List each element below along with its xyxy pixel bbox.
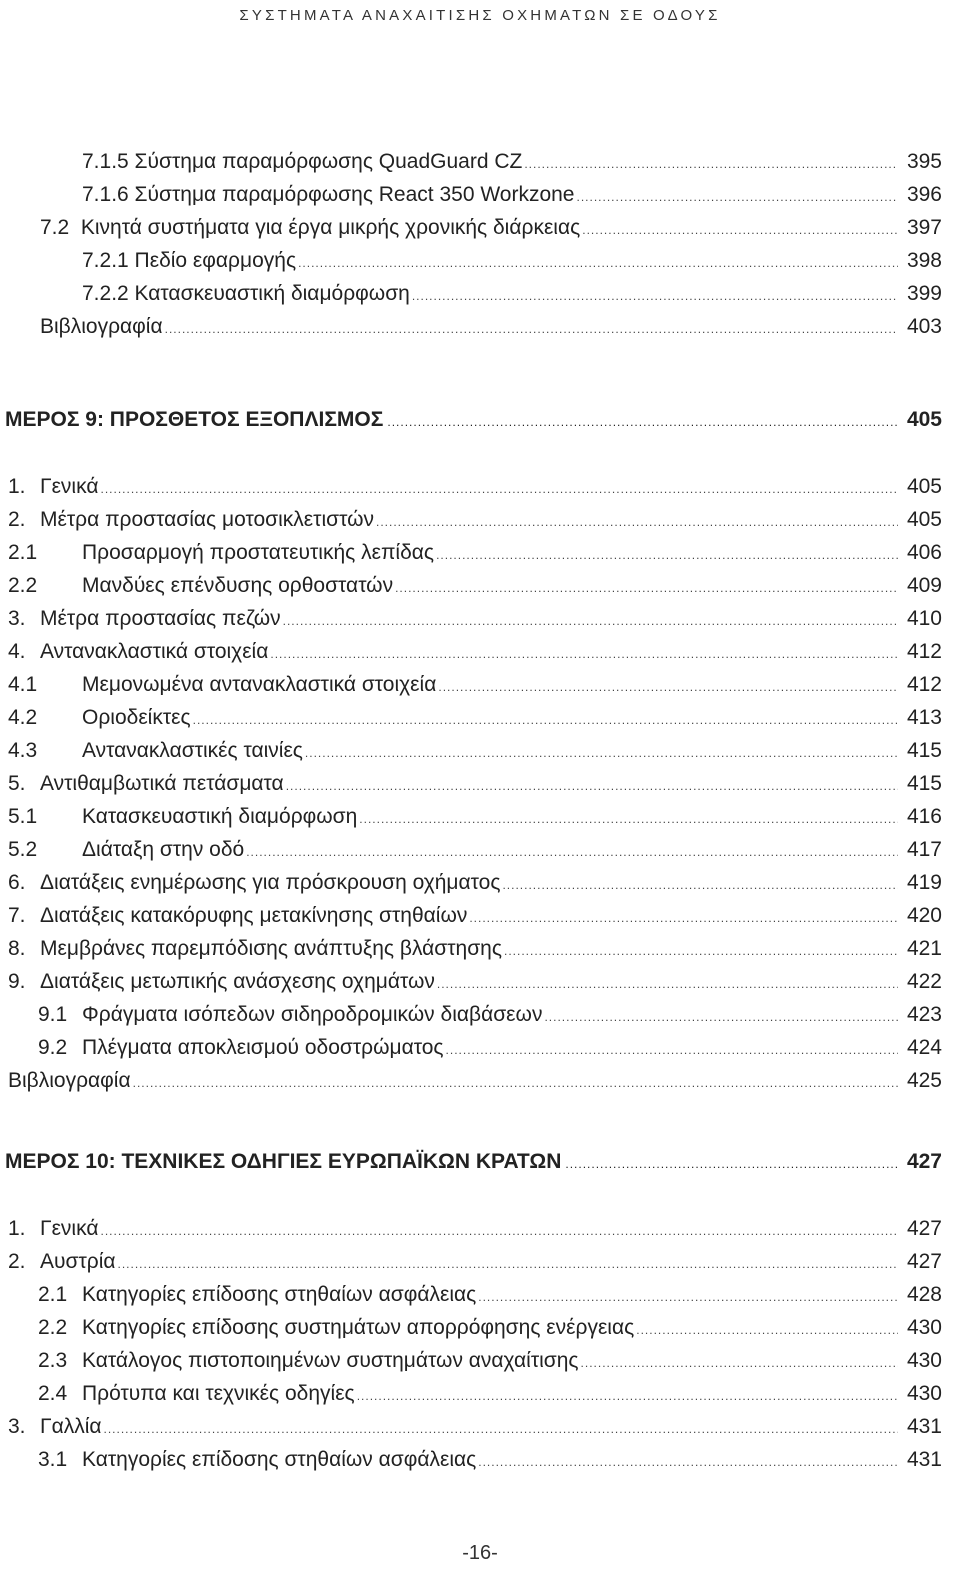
- toc-entry[interactable]: [0, 1245, 960, 1278]
- toc-entry-page: 417: [906, 838, 942, 861]
- toc-entry[interactable]: [0, 932, 960, 965]
- toc-entry-page: 431: [906, 1415, 942, 1438]
- toc-entry[interactable]: [0, 277, 960, 310]
- part-10-page: 427: [906, 1150, 942, 1173]
- toc-entry-page: 430: [906, 1382, 942, 1405]
- toc-entry-number: 2.3: [38, 1349, 68, 1372]
- toc-entry-number: 4.3: [8, 739, 38, 762]
- toc-entry-text: Αυστρία: [40, 1250, 116, 1273]
- toc-entry-page: 430: [906, 1349, 942, 1372]
- toc-entry-page: 415: [906, 739, 942, 762]
- toc-entry-number: 1.: [8, 1217, 26, 1240]
- part-9-title: ΜΕΡΟΣ 9: ΠΡΟΣΘΕΤΟΣ ΕΞΟΠΛΙΣΜΟΣ: [5, 408, 384, 431]
- toc-entry-page: 419: [906, 871, 942, 894]
- toc-entry-text: Πρότυπα και τεχνικές οδηγίες: [82, 1382, 355, 1405]
- toc-entry[interactable]: [0, 211, 960, 244]
- toc-entry[interactable]: [0, 1443, 960, 1476]
- toc-entry[interactable]: [0, 1212, 960, 1245]
- toc-entry[interactable]: [0, 899, 960, 932]
- page-number: -16-: [462, 1542, 498, 1564]
- toc-entry-number: 3.1: [38, 1448, 68, 1471]
- toc-entry[interactable]: [0, 602, 960, 635]
- toc-entry-text: Αντανακλαστικά στοιχεία: [40, 640, 269, 663]
- toc-entry-text: Μέτρα προστασίας πεζών: [40, 607, 281, 630]
- toc-entry-number: 6.: [8, 871, 26, 894]
- toc-entry[interactable]: [0, 1344, 960, 1377]
- toc-entry-page: 422: [906, 970, 942, 993]
- toc-entry[interactable]: [0, 310, 960, 343]
- toc-entry-text: 7.2.1 Πεδίο εφαρμογής: [82, 249, 297, 272]
- toc-entry-number: 9.: [8, 970, 26, 993]
- toc-entry-page: 421: [906, 937, 942, 960]
- toc-entry-number: 9.2: [38, 1036, 68, 1059]
- toc-entry[interactable]: [0, 800, 960, 833]
- part-10-title: ΜΕΡΟΣ 10: ΤΕΧΝΙΚΕΣ ΟΔΗΓΙΕΣ ΕΥΡΩΠΑΪΚΩΝ ΚΡΑΤΩΝ: [5, 1150, 562, 1173]
- toc-entry-number: 2.1: [8, 541, 38, 564]
- toc-entry[interactable]: [0, 701, 960, 734]
- toc-entry-text: Κατασκευαστική διαμόρφωση: [82, 805, 358, 828]
- toc-entry-page: 428: [906, 1283, 942, 1306]
- toc-entry-number: 5.: [8, 772, 26, 795]
- toc-entry-page: 423: [906, 1003, 942, 1026]
- toc-entry-text: 7.1.5 Σύστημα παραμόρφωσης QuadGuard CZ: [82, 150, 523, 173]
- toc-entry-number: 4.2: [8, 706, 38, 729]
- toc-entry-text: Μανδύες επένδυσης ορθοστατών: [82, 574, 394, 597]
- toc-entry[interactable]: [0, 1311, 960, 1344]
- toc-entry-page: 410: [906, 607, 942, 630]
- toc-entry-text: Πλέγματα αποκλεισμού οδοστρώματος: [82, 1036, 444, 1059]
- toc-entry-page: 395: [906, 150, 942, 173]
- toc-entry-text: Φράγματα ισόπεδων σιδηροδρομικών διαβάσεων: [82, 1003, 543, 1026]
- toc-entry-page: 409: [906, 574, 942, 597]
- toc-entry-text: Μεμβράνες παρεμπόδισης ανάπτυξης βλάστησης: [40, 937, 502, 960]
- toc-entry-text: Γενικά: [40, 1217, 99, 1240]
- toc-entry-number: 9.1: [38, 1003, 68, 1026]
- toc-entry-number: 2.2: [38, 1316, 68, 1339]
- part-9-entries: [0, 470, 960, 1097]
- toc-entry-page: 431: [906, 1448, 942, 1471]
- toc-entry[interactable]: [0, 998, 960, 1031]
- toc-entry-text: Διατάξεις μετωπικής ανάσχεσης οχημάτων: [40, 970, 435, 993]
- toc-entry[interactable]: [0, 145, 960, 178]
- toc-entry-number: 3.: [8, 607, 26, 630]
- toc-entry-page: 415: [906, 772, 942, 795]
- toc-entry-text: Κατάλογος πιστοποιημένων συστημάτων αναχαίτισης: [82, 1349, 579, 1372]
- toc-entry-text: Διατάξεις ενημέρωσης για πρόσκρουση οχήματος: [40, 871, 501, 894]
- toc-entry-number: 1.: [8, 475, 26, 498]
- toc-entry-page: 413: [906, 706, 942, 729]
- part-10-heading[interactable]: [0, 1144, 960, 1180]
- toc-entry-page: 416: [906, 805, 942, 828]
- toc-entry-number: 7.: [8, 904, 26, 927]
- toc-entry-number: 5.1: [8, 805, 38, 828]
- toc-entry-page: 412: [906, 673, 942, 696]
- toc-entry-text: Κατηγορίες επίδοσης στηθαίων ασφάλειας: [82, 1448, 477, 1471]
- toc-entry[interactable]: [0, 178, 960, 211]
- toc-continued: [0, 145, 960, 343]
- toc-entry-page: 406: [906, 541, 942, 564]
- toc-entry-page: 412: [906, 640, 942, 663]
- toc-entry-text: Γαλλία: [40, 1415, 102, 1438]
- toc-entry[interactable]: [0, 767, 960, 800]
- toc-entry-number: 4.1: [8, 673, 38, 696]
- toc-entry-text: Διάταξη στην οδό: [82, 838, 245, 861]
- toc-entry-text: Μέτρα προστασίας μοτοσικλετιστών: [40, 508, 374, 531]
- part-9-heading[interactable]: [0, 402, 960, 438]
- toc-entry-text: 7.1.6 Σύστημα παραμόρφωσης React 350 Workzone: [82, 183, 575, 206]
- toc-entry-text: Κατηγορίες επίδοσης συστημάτων απορρόφησης ενέργειας: [82, 1316, 635, 1339]
- toc-entry-page: 405: [906, 475, 942, 498]
- part-9-page: 405: [906, 408, 942, 431]
- toc-entry-page: 425: [906, 1069, 942, 1092]
- toc-entry-page: 397: [906, 216, 942, 239]
- toc-entry-text: 7.2 Κινητά συστήματα για έργα μικρής χρονικής διάρκειας: [40, 216, 581, 239]
- toc-entry-page: 405: [906, 508, 942, 531]
- toc-entry[interactable]: [0, 1410, 960, 1443]
- toc-entry-text: Αντανακλαστικές ταινίες: [82, 739, 303, 762]
- toc-entry-text: Προσαρμογή προστατευτικής λεπίδας: [82, 541, 435, 564]
- toc-entry[interactable]: [0, 536, 960, 569]
- toc-entry[interactable]: [0, 635, 960, 668]
- toc-entry-page: 403: [906, 315, 942, 338]
- toc-entry[interactable]: [0, 1031, 960, 1064]
- toc-entry-page: 430: [906, 1316, 942, 1339]
- toc-entry-text: Βιβλιογραφία: [8, 1069, 131, 1092]
- toc-entry[interactable]: [0, 503, 960, 536]
- toc-entry[interactable]: [0, 470, 960, 503]
- toc-entry[interactable]: [0, 866, 960, 899]
- toc-entry[interactable]: [0, 833, 960, 866]
- toc-entry-page: 427: [906, 1250, 942, 1273]
- toc-entry[interactable]: [0, 1377, 960, 1410]
- toc-entry-number: 2.4: [38, 1382, 68, 1405]
- toc-entry-text: Διατάξεις κατακόρυφης μετακίνησης στηθαίων: [40, 904, 468, 927]
- toc-entry-page: 420: [906, 904, 942, 927]
- toc-entry[interactable]: [0, 668, 960, 701]
- toc-entry-page: 424: [906, 1036, 942, 1059]
- toc-entry-number: 8.: [8, 937, 26, 960]
- toc-entry[interactable]: [0, 1064, 960, 1097]
- toc-entry-page: 396: [906, 183, 942, 206]
- toc-entry[interactable]: [0, 244, 960, 277]
- toc-entry-text: Οριοδείκτες: [82, 706, 191, 729]
- toc-entry-number: 2.: [8, 508, 26, 531]
- toc-entry-number: 5.2: [8, 838, 38, 861]
- toc-entry[interactable]: [0, 569, 960, 602]
- toc-entry-text: Κατηγορίες επίδοσης στηθαίων ασφάλειας: [82, 1283, 477, 1306]
- toc-entry-page: 427: [906, 1217, 942, 1240]
- toc-entry-page: 399: [906, 282, 942, 305]
- toc-entry-number: 3.: [8, 1415, 26, 1438]
- toc-entry[interactable]: [0, 965, 960, 998]
- toc-entry-number: 4.: [8, 640, 26, 663]
- toc-entry-number: 2.: [8, 1250, 26, 1273]
- toc-entry-text: Βιβλιογραφία: [40, 315, 163, 338]
- toc-entry-text: Γενικά: [40, 475, 99, 498]
- toc-entry[interactable]: [0, 1278, 960, 1311]
- toc-entry-text: Μεμονωμένα αντανακλαστικά στοιχεία: [82, 673, 437, 696]
- part-10-entries: [0, 1212, 960, 1476]
- running-head: ΣΥΣΤΗΜΑΤΑ ΑΝΑΧΑΙΤΙΣΗΣ ΟΧΗΜΑΤΩΝ ΣΕ ΟΔΟΥΣ: [239, 7, 721, 24]
- toc-entry-text: Αντιθαμβωτικά πετάσματα: [40, 772, 284, 795]
- toc-entry[interactable]: [0, 734, 960, 767]
- toc-entry-text: 7.2.2 Κατασκευαστική διαμόρφωση: [82, 282, 410, 305]
- toc-entry-number: 2.1: [38, 1283, 68, 1306]
- toc-entry-number: 2.2: [8, 574, 38, 597]
- toc-entry-page: 398: [906, 249, 942, 272]
